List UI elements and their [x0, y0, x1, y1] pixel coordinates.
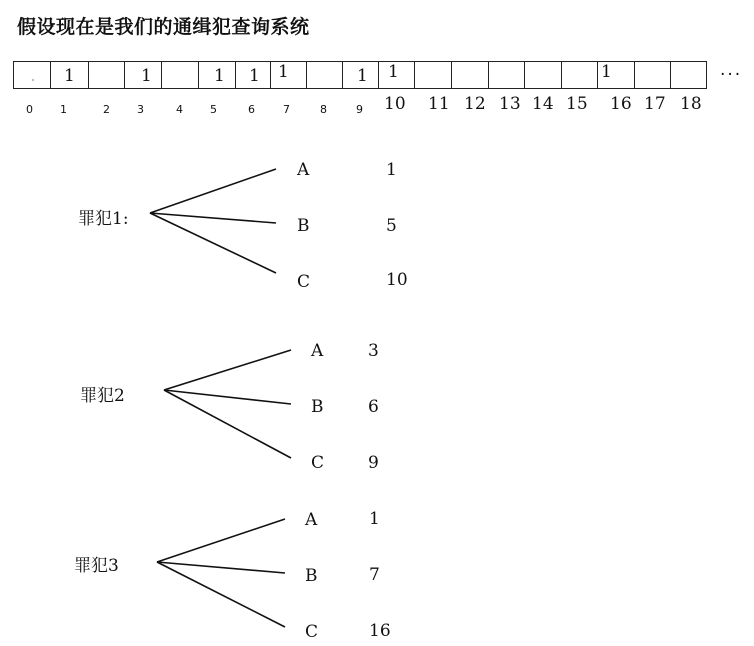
- criminal-3-hash-name-C: C: [305, 622, 319, 642]
- criminal-1-hash-name-C: C: [297, 272, 311, 292]
- bit-index-18: 18: [680, 94, 702, 114]
- bit-value: 1: [601, 62, 612, 82]
- bit-index-4: 4: [176, 103, 183, 116]
- bit-value: 1: [249, 66, 260, 86]
- criminal-2-branch-line-C: [164, 390, 291, 458]
- bit-index-0: 0: [26, 103, 33, 116]
- criminal-2-hash-value-A: 3: [368, 341, 379, 361]
- criminal-2-hash-value-B: 6: [368, 397, 379, 417]
- bit-index-10: 10: [384, 94, 406, 114]
- criminal-3-hash-name-B: B: [305, 566, 318, 586]
- bit-value: 1: [357, 66, 368, 86]
- bit-index-16: 16: [610, 94, 632, 114]
- bit-value: 1: [214, 66, 225, 86]
- criminal-1-hash-value-B: 5: [386, 216, 397, 236]
- bit-index-9: 9: [356, 103, 363, 116]
- bit-index-2: 2: [103, 103, 110, 116]
- bit-value: 1: [141, 66, 152, 86]
- bit-value: 1: [278, 62, 289, 82]
- criminal-3-hash-name-A: A: [305, 510, 318, 530]
- criminal-2-branch-line-B: [164, 390, 291, 404]
- bit-value: 1: [388, 62, 399, 82]
- bit-index-1: 1: [60, 103, 67, 116]
- bit-index-12: 12: [464, 94, 486, 114]
- criminal-1-label: 罪犯1:: [78, 209, 129, 229]
- page-title: 假设现在是我们的通缉犯查询系统: [17, 16, 310, 38]
- criminal-1-hash-value-A: 1: [386, 160, 397, 180]
- criminal-1-hash-name-B: B: [297, 216, 310, 236]
- criminal-3-hash-value-C: 16: [369, 621, 391, 641]
- bit-index-6: 6: [248, 103, 255, 116]
- criminal-2-hash-name-A: A: [311, 341, 324, 361]
- bit-index-8: 8: [320, 103, 327, 116]
- bit-index-3: 3: [137, 103, 144, 116]
- bit-index-5: 5: [210, 103, 217, 116]
- bit-array-ellipsis: ...: [720, 60, 743, 80]
- bit-index-13: 13: [499, 94, 521, 114]
- criminal-3-label: 罪犯3: [74, 556, 119, 576]
- criminal-1-hash-value-C: 10: [386, 270, 408, 290]
- bit-index-15: 15: [566, 94, 588, 114]
- bit-index-14: 14: [532, 94, 554, 114]
- bit-index-7: 7: [283, 103, 290, 116]
- criminal-2-label: 罪犯2: [80, 386, 125, 406]
- criminal-2-hash-name-C: C: [311, 453, 325, 473]
- criminal-1-branch-line-A: [150, 169, 276, 213]
- criminal-2-hash-name-B: B: [311, 397, 324, 417]
- criminal-3-branch-line-A: [157, 519, 285, 562]
- bit-index-11: 11: [428, 94, 450, 114]
- criminal-3-hash-value-A: 1: [369, 509, 380, 529]
- criminal-2-hash-value-C: 9: [368, 453, 379, 473]
- bit-index-17: 17: [644, 94, 666, 114]
- bit-value: 1: [64, 66, 75, 86]
- criminal-1-hash-name-A: A: [297, 160, 310, 180]
- criminal-3-hash-value-B: 7: [369, 565, 380, 585]
- criminal-2-branch-line-A: [164, 350, 291, 390]
